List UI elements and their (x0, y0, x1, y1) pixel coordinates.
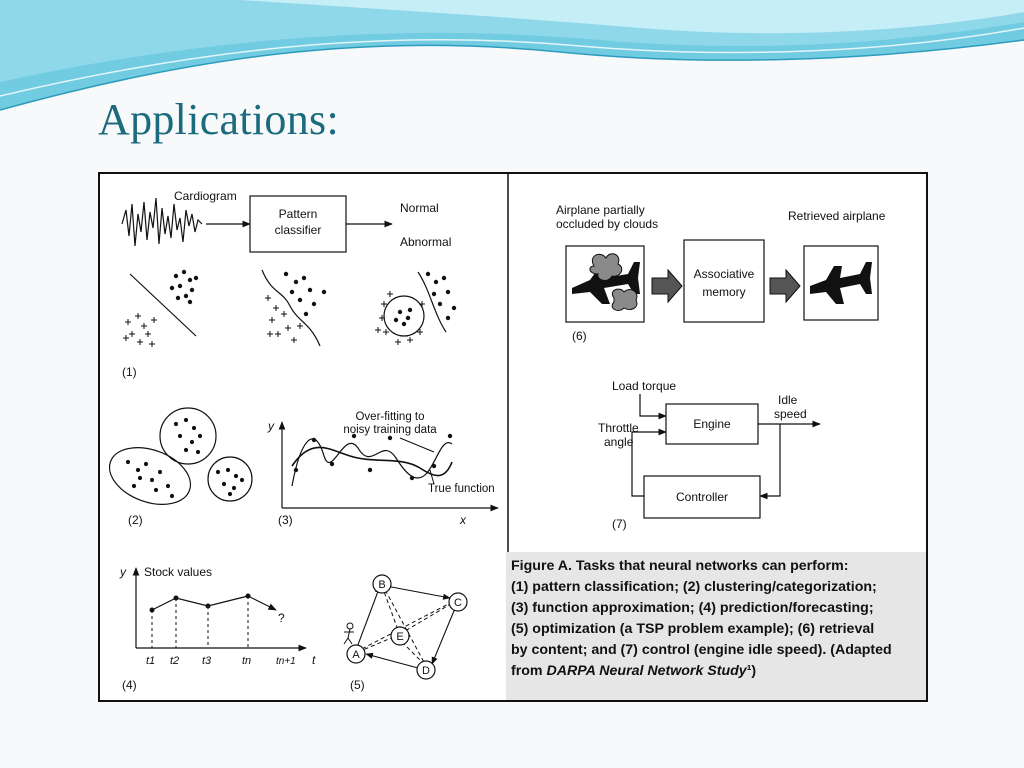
cardiogram-label: Cardiogram (174, 189, 237, 203)
caption-line (511, 661, 924, 682)
cluster-ellipse (102, 437, 199, 515)
class-crosses (123, 313, 157, 347)
caption-line: (3) function approximation; (4) prediction/forecasting; (511, 600, 874, 616)
data-dot (144, 462, 148, 466)
panel-1-number: (1) (122, 365, 137, 379)
throttle-angle-label-1: Throttle (598, 421, 639, 435)
panel-7-number: (7) (612, 517, 627, 531)
load-torque-label: Load torque (612, 379, 677, 393)
panel-control (598, 379, 820, 531)
data-dot (408, 308, 412, 312)
neural-network-tasks-figure (98, 172, 928, 702)
tick-tn1: tn+1 (276, 656, 296, 667)
forecast-question: ? (278, 611, 285, 625)
class-crosses (375, 291, 425, 345)
data-dot (402, 322, 406, 326)
data-dot (176, 296, 180, 300)
data-dot (426, 272, 430, 276)
pattern-classifier-label-1: Pattern (278, 207, 318, 221)
cross-mark (375, 327, 381, 333)
cross-mark (273, 305, 279, 311)
caption-line: Figure A. Tasks that neural networks can perform: (511, 558, 849, 574)
cross-mark (291, 337, 297, 343)
data-dot (194, 276, 198, 280)
city-label: E (396, 631, 404, 643)
cross-mark (125, 319, 131, 325)
cross-mark (387, 291, 393, 297)
cardiogram-signal (122, 198, 202, 246)
forecast-arrow (248, 596, 276, 610)
engine-label: Engine (693, 417, 731, 431)
data-dot (432, 464, 436, 468)
panel-5-number: (5) (350, 678, 365, 692)
pattern-classifier-label-2: classifier (274, 223, 322, 237)
linear-boundary (130, 274, 196, 336)
occluded-airplane-label-1: Airplane partially (556, 203, 645, 217)
hatched-arrow (770, 270, 800, 302)
data-dot (182, 270, 186, 274)
data-dot (184, 418, 188, 422)
feedback-line (760, 424, 780, 496)
data-dot (284, 272, 288, 276)
panel-function-approximation (267, 411, 498, 527)
cross-mark (149, 341, 155, 347)
data-dot (442, 276, 446, 280)
tick-t2: t2 (170, 655, 180, 667)
traveler-figure (344, 623, 354, 644)
data-dot (196, 450, 200, 454)
data-dot (312, 438, 316, 442)
data-dot (406, 316, 410, 320)
figure-caption (506, 552, 928, 702)
data-dot (312, 302, 316, 306)
data-dot (190, 440, 194, 444)
data-dot (290, 290, 294, 294)
data-dot (322, 290, 326, 294)
city-label: A (352, 649, 360, 661)
overfit-annotation-1: Over-fitting to (355, 411, 425, 423)
output-abnormal: Abnormal (400, 235, 452, 249)
annotation-leader (400, 438, 434, 452)
panel-optimization (344, 575, 467, 692)
data-dot (188, 278, 192, 282)
data-dot (190, 288, 194, 292)
data-dot (126, 460, 130, 464)
cross-mark (383, 329, 389, 335)
data-dot (410, 476, 414, 480)
cross-mark (151, 317, 157, 323)
y-axis-label: y (120, 565, 126, 579)
y-axis-label: y (268, 419, 274, 433)
cross-mark (281, 311, 287, 317)
data-dot (368, 468, 372, 472)
data-dot (132, 484, 136, 488)
associative-memory-label-2: memory (702, 285, 746, 299)
data-dot (184, 448, 188, 452)
cross-mark (297, 323, 303, 329)
caption-line: (5) optimization (a TSP problem example); (6) retrieval (511, 621, 875, 637)
data-dot (222, 482, 226, 486)
tick-t1: t1 (146, 655, 156, 667)
caption-line: by content; and (7) control (engine idle speed). (Adapted (511, 642, 892, 658)
data-dot (240, 478, 244, 482)
data-dot (150, 478, 154, 482)
data-dot (388, 436, 392, 440)
data-dot (154, 488, 158, 492)
data-dot (228, 492, 232, 496)
data-dot (184, 294, 188, 298)
cluster-circle (160, 408, 216, 464)
data-dot (446, 316, 450, 320)
data-dot (434, 280, 438, 284)
panel-2-number: (2) (128, 513, 143, 527)
cross-mark (395, 339, 401, 345)
class-crosses (265, 295, 303, 343)
data-dot (232, 486, 236, 490)
class-dots (170, 270, 198, 304)
tsp-edges (356, 586, 456, 668)
data-dot (188, 300, 192, 304)
panel-4-number: (4) (122, 678, 137, 692)
data-dot (170, 494, 174, 498)
panel-6-number: (6) (572, 329, 587, 343)
data-dot (302, 276, 306, 280)
overfit-curve (292, 439, 452, 486)
stock-line (152, 596, 248, 610)
data-dot (170, 286, 174, 290)
data-dot (394, 318, 398, 322)
data-dot (226, 468, 230, 472)
data-dot (438, 302, 442, 306)
data-dot (174, 422, 178, 426)
arrow (640, 394, 666, 416)
class-dots (284, 272, 326, 316)
circular-boundary (384, 296, 424, 336)
cloud-occlusion (612, 289, 637, 310)
city-label: C (454, 597, 462, 609)
data-dot (178, 284, 182, 288)
annotation-leader (430, 470, 434, 484)
tick-tn: tn (242, 655, 252, 667)
city-label: B (378, 579, 386, 591)
stock-values-title: Stock values (144, 565, 213, 579)
retrieved-airplane-label: Retrieved airplane (788, 209, 886, 223)
cross-mark (135, 313, 141, 319)
data-dot (166, 484, 170, 488)
caption-text: ¹) (746, 663, 757, 679)
true-function-label: True function (428, 483, 495, 495)
stock-points (150, 594, 251, 613)
slide-title: Applications: (98, 95, 339, 144)
x-axis-label: t (312, 653, 316, 667)
panel-pattern-classification (122, 189, 456, 379)
data-dot (452, 306, 456, 310)
output-normal: Normal (400, 201, 439, 215)
associative-memory-label-1: Associative (693, 267, 755, 281)
data-dot (304, 312, 308, 316)
data-dot (446, 290, 450, 294)
cross-mark (129, 331, 135, 337)
caption-line: (1) pattern classification; (2) clustering/categorization; (511, 579, 877, 595)
class-dots (394, 272, 456, 326)
data-dot (216, 470, 220, 474)
cross-mark (407, 337, 413, 343)
cross-mark (267, 331, 273, 337)
cluster-points (126, 418, 244, 498)
tick-t3: t3 (202, 655, 212, 667)
panel-retrieval (556, 203, 886, 343)
data-dot (234, 474, 238, 478)
data-dot (198, 434, 202, 438)
associative-memory-box (684, 240, 764, 322)
cross-mark (141, 323, 147, 329)
idle-speed-label-1: Idle (778, 393, 798, 407)
data-dot (136, 468, 140, 472)
cross-mark (265, 295, 271, 301)
data-dot (432, 292, 436, 296)
data-dot (298, 298, 302, 302)
hatched-arrow (652, 270, 682, 302)
panel-prediction (119, 565, 316, 692)
idle-speed-label-2: speed (774, 407, 807, 421)
cross-mark (137, 339, 143, 345)
caption-citation: DARPA Neural Network Study (546, 663, 747, 679)
overfit-annotation-2: noisy training data (343, 424, 437, 436)
data-dot (308, 288, 312, 292)
cross-mark (419, 301, 425, 307)
nonlinear-boundary (262, 270, 320, 346)
x-axis-label: x (460, 513, 466, 527)
city-label: D (422, 665, 430, 677)
cross-mark (285, 325, 291, 331)
data-dot (192, 426, 196, 430)
cross-mark (123, 335, 129, 341)
cross-mark (269, 317, 275, 323)
panel-3-number: (3) (278, 513, 293, 527)
cross-mark (145, 331, 151, 337)
data-dot (330, 462, 334, 466)
occluded-airplane-label-2: occluded by clouds (556, 217, 659, 231)
controller-label: Controller (675, 490, 729, 504)
throttle-angle-label-2: angle (604, 435, 634, 449)
data-dot (448, 434, 452, 438)
data-dot (294, 468, 298, 472)
data-dot (398, 310, 402, 314)
caption-text: from (511, 663, 547, 679)
panel-clustering (102, 408, 252, 527)
data-dot (138, 476, 142, 480)
data-dot (178, 434, 182, 438)
data-dot (174, 274, 178, 278)
data-dot (158, 470, 162, 474)
cross-mark (275, 331, 281, 337)
data-dot (294, 280, 298, 284)
